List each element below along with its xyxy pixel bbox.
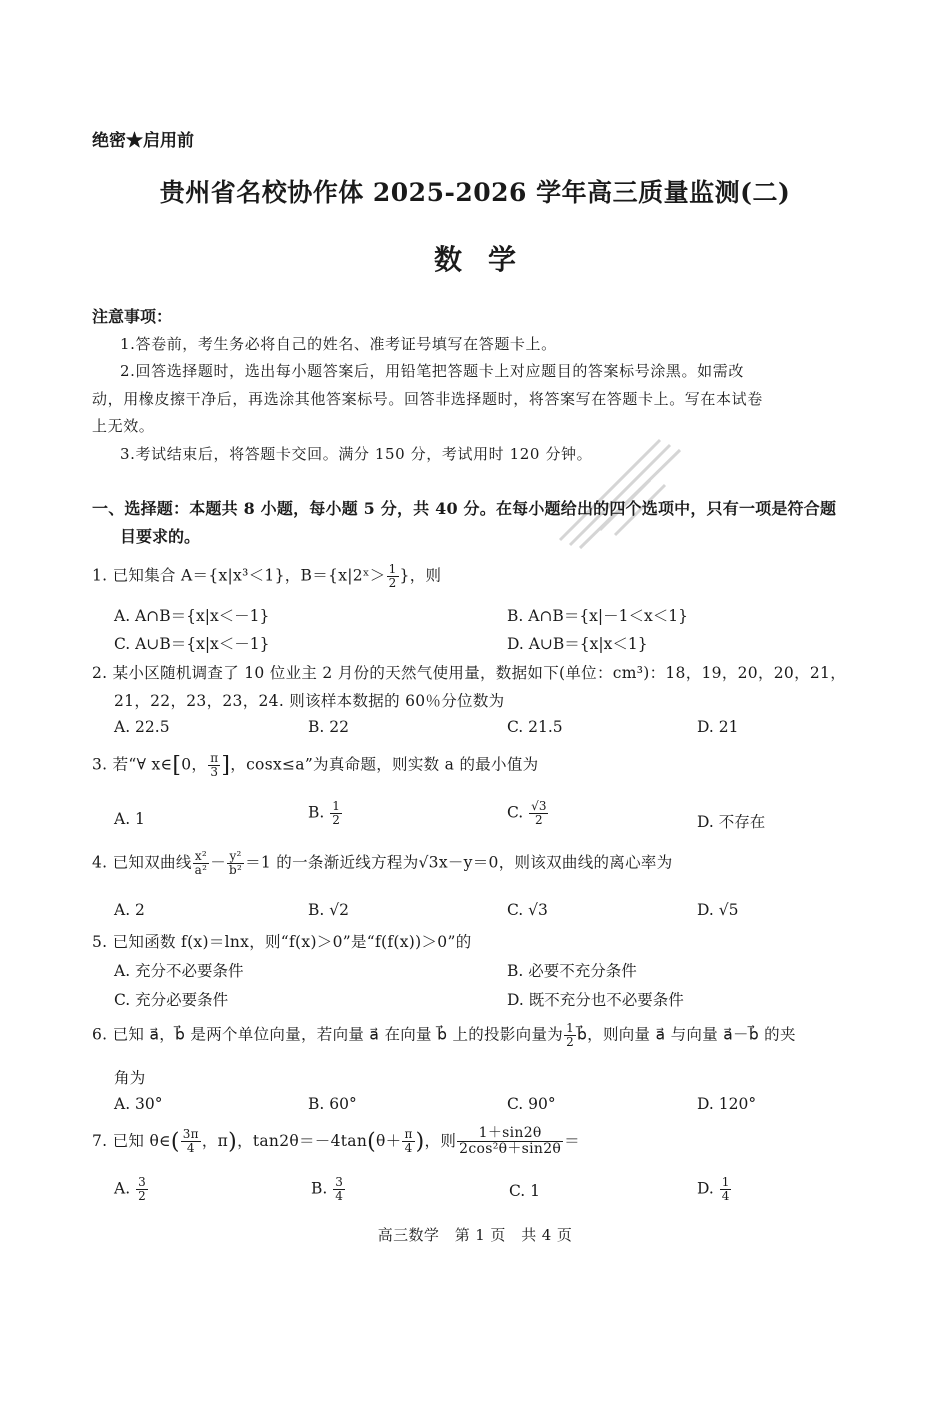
subject-title: 数学 bbox=[433, 243, 542, 276]
q3-interval: 0， bbox=[181, 755, 208, 774]
q5-option-b: B. 必要不充分条件 bbox=[507, 962, 637, 980]
q2-option-d: D. 21 bbox=[697, 718, 739, 736]
q4-fraction-x: $\frac{\text{x²}}{\text{a²}}$ bbox=[194, 849, 208, 878]
note-line-3: 3.考试结束后，将答题卡交回。满分 150 分，考试用时 120 分钟。 bbox=[120, 445, 593, 463]
q1-option-a: A. A∩B＝{x|x＜－1} bbox=[114, 607, 270, 625]
q3-option-a: A. 1 bbox=[114, 810, 145, 828]
note-line-1: 1.答卷前，考生务必将自己的姓名、准考证号填写在答题卡上。 bbox=[120, 335, 557, 353]
q7-text-a: 7. 已知 θ∈ bbox=[92, 1131, 171, 1150]
notes-heading: 注意事项： bbox=[92, 307, 173, 326]
q6-option-d: D. 120° bbox=[697, 1095, 757, 1113]
q3-text-b: ，cosx≤a”为真命题，则实数 a 的最小值为 bbox=[230, 755, 539, 774]
q3-text-a: 3. 若“∀ x∈ bbox=[92, 755, 173, 774]
q2-option-c: C. 21.5 bbox=[507, 718, 563, 736]
q7-main-fraction: $\frac{1+\sin 2\theta}{\text{2cos²θ＋sin2θ}}$ bbox=[459, 1125, 562, 1158]
question-2-line-2: 21，22，23，23，24. 则该样本数据的 60％分位数为 bbox=[114, 692, 505, 710]
q5-option-a: A. 充分不必要条件 bbox=[114, 962, 244, 980]
note-line-2b: 动，用橡皮擦干净后，再选涂其他答案标号。回答非选择题时，将答案写在答题卡上。写在本试卷 bbox=[92, 390, 763, 408]
q5-option-c: C. 充分必要条件 bbox=[114, 991, 229, 1009]
q6-option-a: A. 30° bbox=[114, 1095, 163, 1113]
q4-option-d: D. √5 bbox=[697, 901, 739, 919]
question-1-stem bbox=[92, 563, 441, 590]
q4-option-a: A. 2 bbox=[114, 901, 145, 919]
q6-option-c: C. 90° bbox=[507, 1095, 556, 1113]
question-6-line-2: 角为 bbox=[114, 1069, 146, 1087]
q4-text-b: ＝1 的一条渐近线方程为√3x－y＝0，则该双曲线的离心率为 bbox=[245, 853, 673, 872]
question-3-stem: 3. 若“∀ x∈[0， $\frac{\pi}{3}$ ]，cosx≤a”为真命题，则实数 a 的最小值为 bbox=[92, 751, 539, 780]
q6-text-a: 6. 已知 a⃗，b⃗ 是两个单位向量，若向量 a⃗ 在向量 b⃗ 上的投影向量为 bbox=[92, 1025, 564, 1044]
question-7-stem: 7. 已知 θ∈( $\frac{3\pi}{4}$ ，π)，tan2θ＝－4tan(θ＋ $\frac{\pi}{4}$ )，则 $\frac{1+\sin 2\theta}{\text{2cos²θ＋sin2θ}}$ ＝ bbox=[92, 1125, 580, 1158]
q1-option-d: D. A∪B＝{x|x＜1} bbox=[507, 635, 648, 653]
q3-option-d: D. 不存在 bbox=[697, 813, 766, 831]
question-2-line-1: 2. 某小区随机调查了 10 位业主 2 月份的天然气使用量，数据如下(单位：cm³)：18，19，20，20，21， bbox=[92, 664, 847, 682]
page-footer: 高三数学 第 1 页 共 4 页 bbox=[377, 1226, 573, 1244]
q7-option-d: D. $\frac{1}{4}$ bbox=[697, 1175, 730, 1204]
question-4-stem: 4. 已知双曲线 $\frac{\text{x²}}{\text{a²}}$ － $\frac{\text{y²}}{\text{b²}}$ ＝1 的一条渐近线方程为√3x－y＝0，则该双曲线的离心率为 bbox=[92, 849, 673, 878]
q3-option-b: B. $\frac{1}{2}$ bbox=[308, 799, 340, 828]
q1-fraction: $\frac{1}{2}$ bbox=[388, 562, 397, 591]
q7-interval-fraction: $\frac{3\pi}{4}$ bbox=[182, 1127, 199, 1156]
q3-option-c: C. $\frac{√3}{2}$ bbox=[507, 799, 547, 828]
q3-fraction: $\frac{\pi}{3}$ bbox=[210, 751, 219, 780]
note-line-2c: 上无效。 bbox=[92, 417, 155, 435]
section-heading: 一、选择题：本题共 8 小题，每小题 5 分，共 40 分。在每小题给出的四个选项中，只有一项是符合题 bbox=[92, 499, 837, 518]
q6-option-b: B. 60° bbox=[308, 1095, 357, 1113]
q1-text-b: }，则 bbox=[399, 566, 442, 585]
q7-option-a: A. $\frac{3}{2}$ bbox=[114, 1175, 146, 1204]
q1-option-b: B. A∩B＝{x|－1＜x＜1} bbox=[507, 607, 688, 625]
section-heading-cont: 目要求的。 bbox=[120, 527, 201, 546]
q7-option-b: B. $\frac{3}{4}$ bbox=[311, 1175, 343, 1204]
question-5-stem: 5. 已知函数 f(x)＝lnx，则“f(x)＞0”是“f(f(x))＞0”的 bbox=[92, 933, 472, 951]
question-6-stem bbox=[92, 1022, 796, 1049]
note-line-2a: 2.回答选择题时，选出每小题答案后，用铅笔把答题卡上对应题目的答案标号涂黑。如需改 bbox=[120, 362, 744, 380]
q4-fraction-y: $\frac{\text{y²}}{\text{b²}}$ bbox=[229, 849, 243, 878]
q2-option-a: A. 22.5 bbox=[114, 718, 170, 736]
q2-option-b: B. 22 bbox=[308, 718, 349, 736]
q6-fraction: $\frac{1}{2}$ bbox=[566, 1021, 574, 1050]
q7-text-b: ，tan2θ＝－4tan bbox=[237, 1131, 368, 1150]
q5-option-d: D. 既不充分也不必要条件 bbox=[507, 991, 684, 1009]
q1-option-c: C. A∪B＝{x|x＜－1} bbox=[114, 635, 270, 653]
q4-option-b: B. √2 bbox=[308, 901, 349, 919]
q7-tan-fraction: $\frac{\pi}{4}$ bbox=[404, 1127, 413, 1156]
q1-text-a: 1. 已知集合 A＝{x|x³＜1}，B＝{x|2ˣ＞ bbox=[92, 566, 386, 585]
q4-option-c: C. √3 bbox=[507, 901, 548, 919]
watermark-stamp bbox=[540, 420, 700, 560]
q6-text-b: b⃗，则向量 a⃗ 与向量 a⃗－b⃗ 的夹 bbox=[577, 1025, 796, 1044]
q4-text-a: 4. 已知双曲线 bbox=[92, 853, 192, 872]
secret-label: 绝密★启用前 bbox=[92, 131, 194, 151]
exam-title: 贵州省名校协作体 2025-2026 学年高三质量监测(二) bbox=[159, 178, 791, 207]
q7-option-c: C. 1 bbox=[509, 1182, 541, 1200]
